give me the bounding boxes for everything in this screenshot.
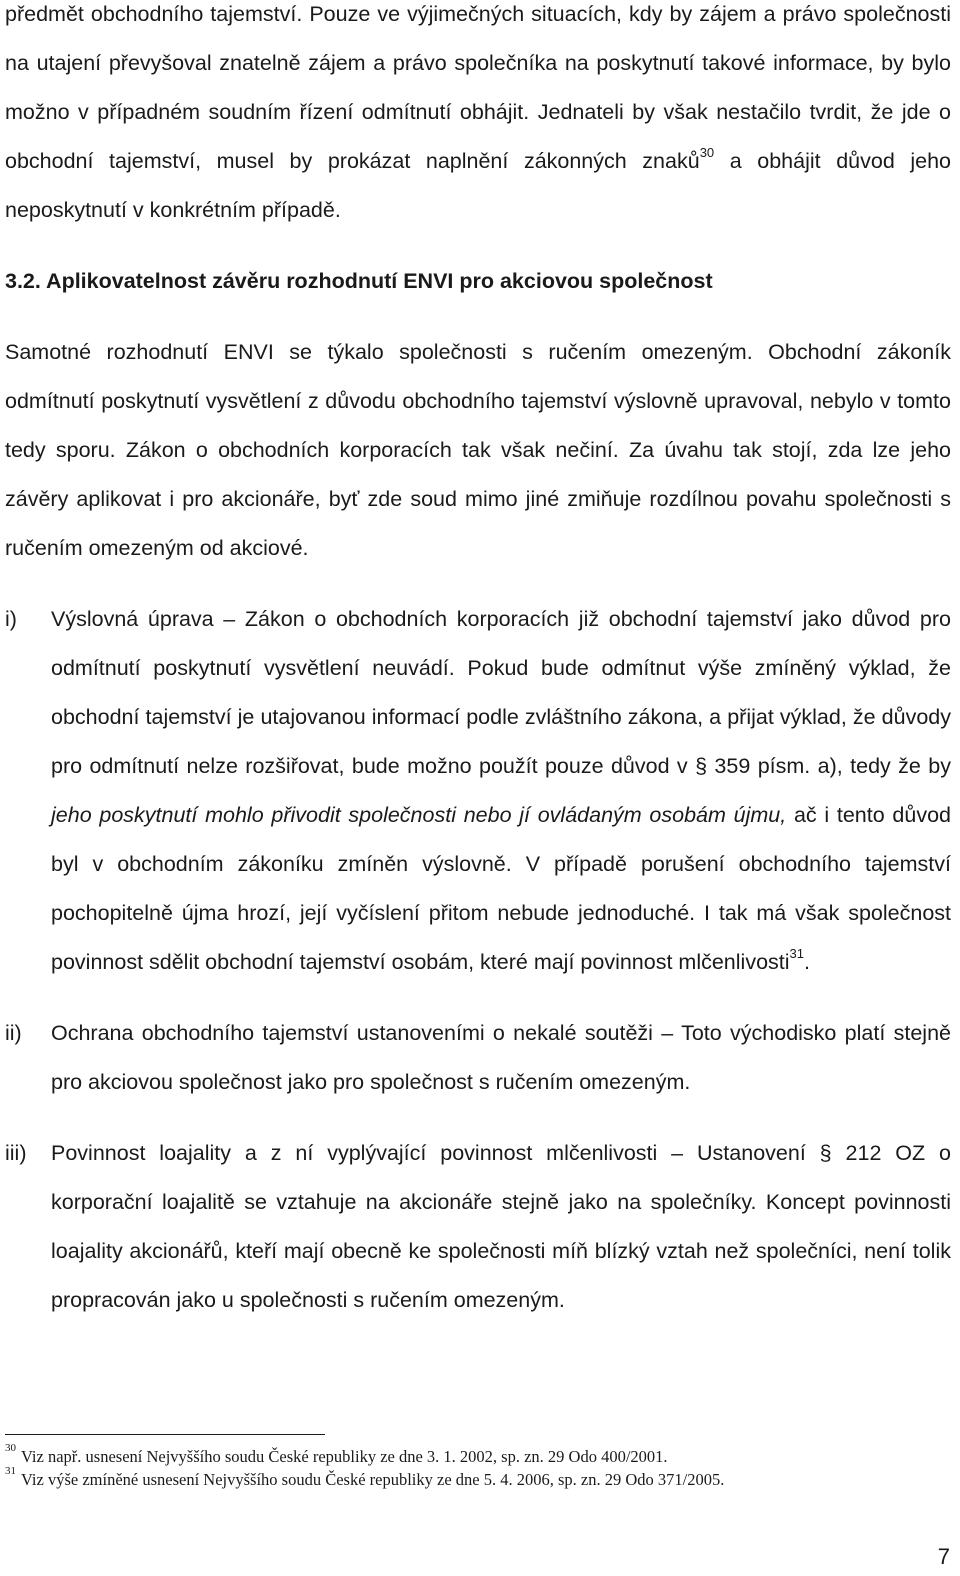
list-item bbox=[5, 1009, 951, 1107]
list-text-part: . bbox=[804, 950, 810, 974]
paragraph-trade-secret bbox=[5, 0, 951, 235]
footnote-number: 30 bbox=[5, 1441, 16, 1454]
footnote-divider bbox=[5, 1434, 325, 1435]
list-text-italic: jeho poskytnutí mohlo přivodit společnosti nebo jí ovládaným osobám újmu, bbox=[51, 803, 787, 827]
list-item bbox=[5, 1129, 951, 1325]
footnote-text: Viz výše zmíněné usnesení Nejvyššího soudu České republiky ze dne 5. 4. 2006, sp. zn. 29 Odo 371/2005. bbox=[21, 1470, 725, 1489]
footnote-30 bbox=[5, 1441, 951, 1468]
page-number: 7 bbox=[937, 1544, 950, 1569]
list-marker: iii) bbox=[5, 1141, 27, 1165]
list-marker: ii) bbox=[5, 1021, 22, 1045]
paragraph-envi-decision: Samotné rozhodnutí ENVI se týkalo společnosti s ručením omezeným. Obchodní zákoník odmítnutí poskytnutí vysvětlení z důvodu obchodního tajemství výslovně upravoval, nebylo v tomto tedy sporu. Zákon o obchodních korporacích tak však nečiní. Za úvahu tak stojí, zda lze jeho závěry aplikovat i pro akcionáře, byť zde soud mimo jiné zmiňuje rozdílnou povahu společnosti s ručením omezeným od akciové. bbox=[5, 340, 951, 560]
footnote-ref-30[interactable]: 30 bbox=[699, 144, 715, 160]
footnote-text: Viz např. usnesení Nejvyššího soudu České republiky ze dne 3. 1. 2002, sp. zn. 29 Odo 400/2001. bbox=[21, 1447, 668, 1466]
list-item bbox=[5, 595, 951, 987]
list-text-part: Výslovná úprava – Zákon o obchodních korporacích již obchodní tajemství jako důvod pro odmítnutí poskytnutí vysvětlení neuvádí. Pokud bude odmítnut výše zmíněný výklad, že obchodní tajemství je utajovanou informací podle zvláštního zákona, a přijat výklad, že důvody pro odmítnutí nelze rozšiřovat, bude možno použít pouze důvod v § 359 písm. a), tedy že by bbox=[51, 607, 951, 778]
list-marker: i) bbox=[5, 607, 17, 631]
section-heading: 3.2. Aplikovatelnost závěru rozhodnutí ENVI pro akciovou společnost bbox=[5, 269, 713, 293]
paragraph-text: předmět obchodního tajemství. Pouze ve výjimečných situacích, kdy by zájem a právo společnosti na utajení převyšoval znatelně zájem a právo společníka na poskytnutí takové informace, by bylo možno v případném soudním řízení odmítnutí obhájit. Jednateli by však nestačilo tvrdit, že jde o obchodní tajemství, musel by prokázat naplnění zákonných znaků bbox=[5, 2, 951, 173]
list-item-text: Ochrana obchodního tajemství ustanoveními o nekalé soutěži – Toto východisko platí stejně pro akciovou společnost jako pro společnost s ručením omezeným. bbox=[51, 1021, 951, 1094]
footnote-number: 31 bbox=[5, 1464, 16, 1477]
footnotes bbox=[5, 1434, 951, 1491]
list-item-text bbox=[51, 595, 951, 987]
document-body bbox=[5, 0, 951, 1347]
numbered-list bbox=[5, 595, 951, 1325]
paragraph-text-tail: a obhájit důvod jeho neposkytnutí v konkrétním případě. bbox=[5, 149, 952, 222]
list-text-part: ač i tento důvod byl v obchodním zákoníku zmíněn výslovně. V případě porušení obchodního tajemství pochopitelně újma hrozí, její vyčíslení přitom nebude jednoduché. I tak má však společnost povinnost sdělit obchodní tajemství osobám, které mají povinnost mlčenlivosti bbox=[51, 803, 951, 974]
footnote-ref-31[interactable]: 31 bbox=[789, 945, 804, 961]
list-item-text: Povinnost loajality a z ní vyplývající povinnost mlčenlivosti – Ustanovení § 212 OZ o korporační loajalitě se vztahuje na akcionáře stejně jako na společníky. Koncept povinnosti loajality akcionářů, kteří mají obecně ke společnosti míň blízký vztah než společníci, není tolik propracován jako u společnosti s ručením omezeným. bbox=[51, 1141, 951, 1312]
footnote-31 bbox=[5, 1464, 951, 1491]
